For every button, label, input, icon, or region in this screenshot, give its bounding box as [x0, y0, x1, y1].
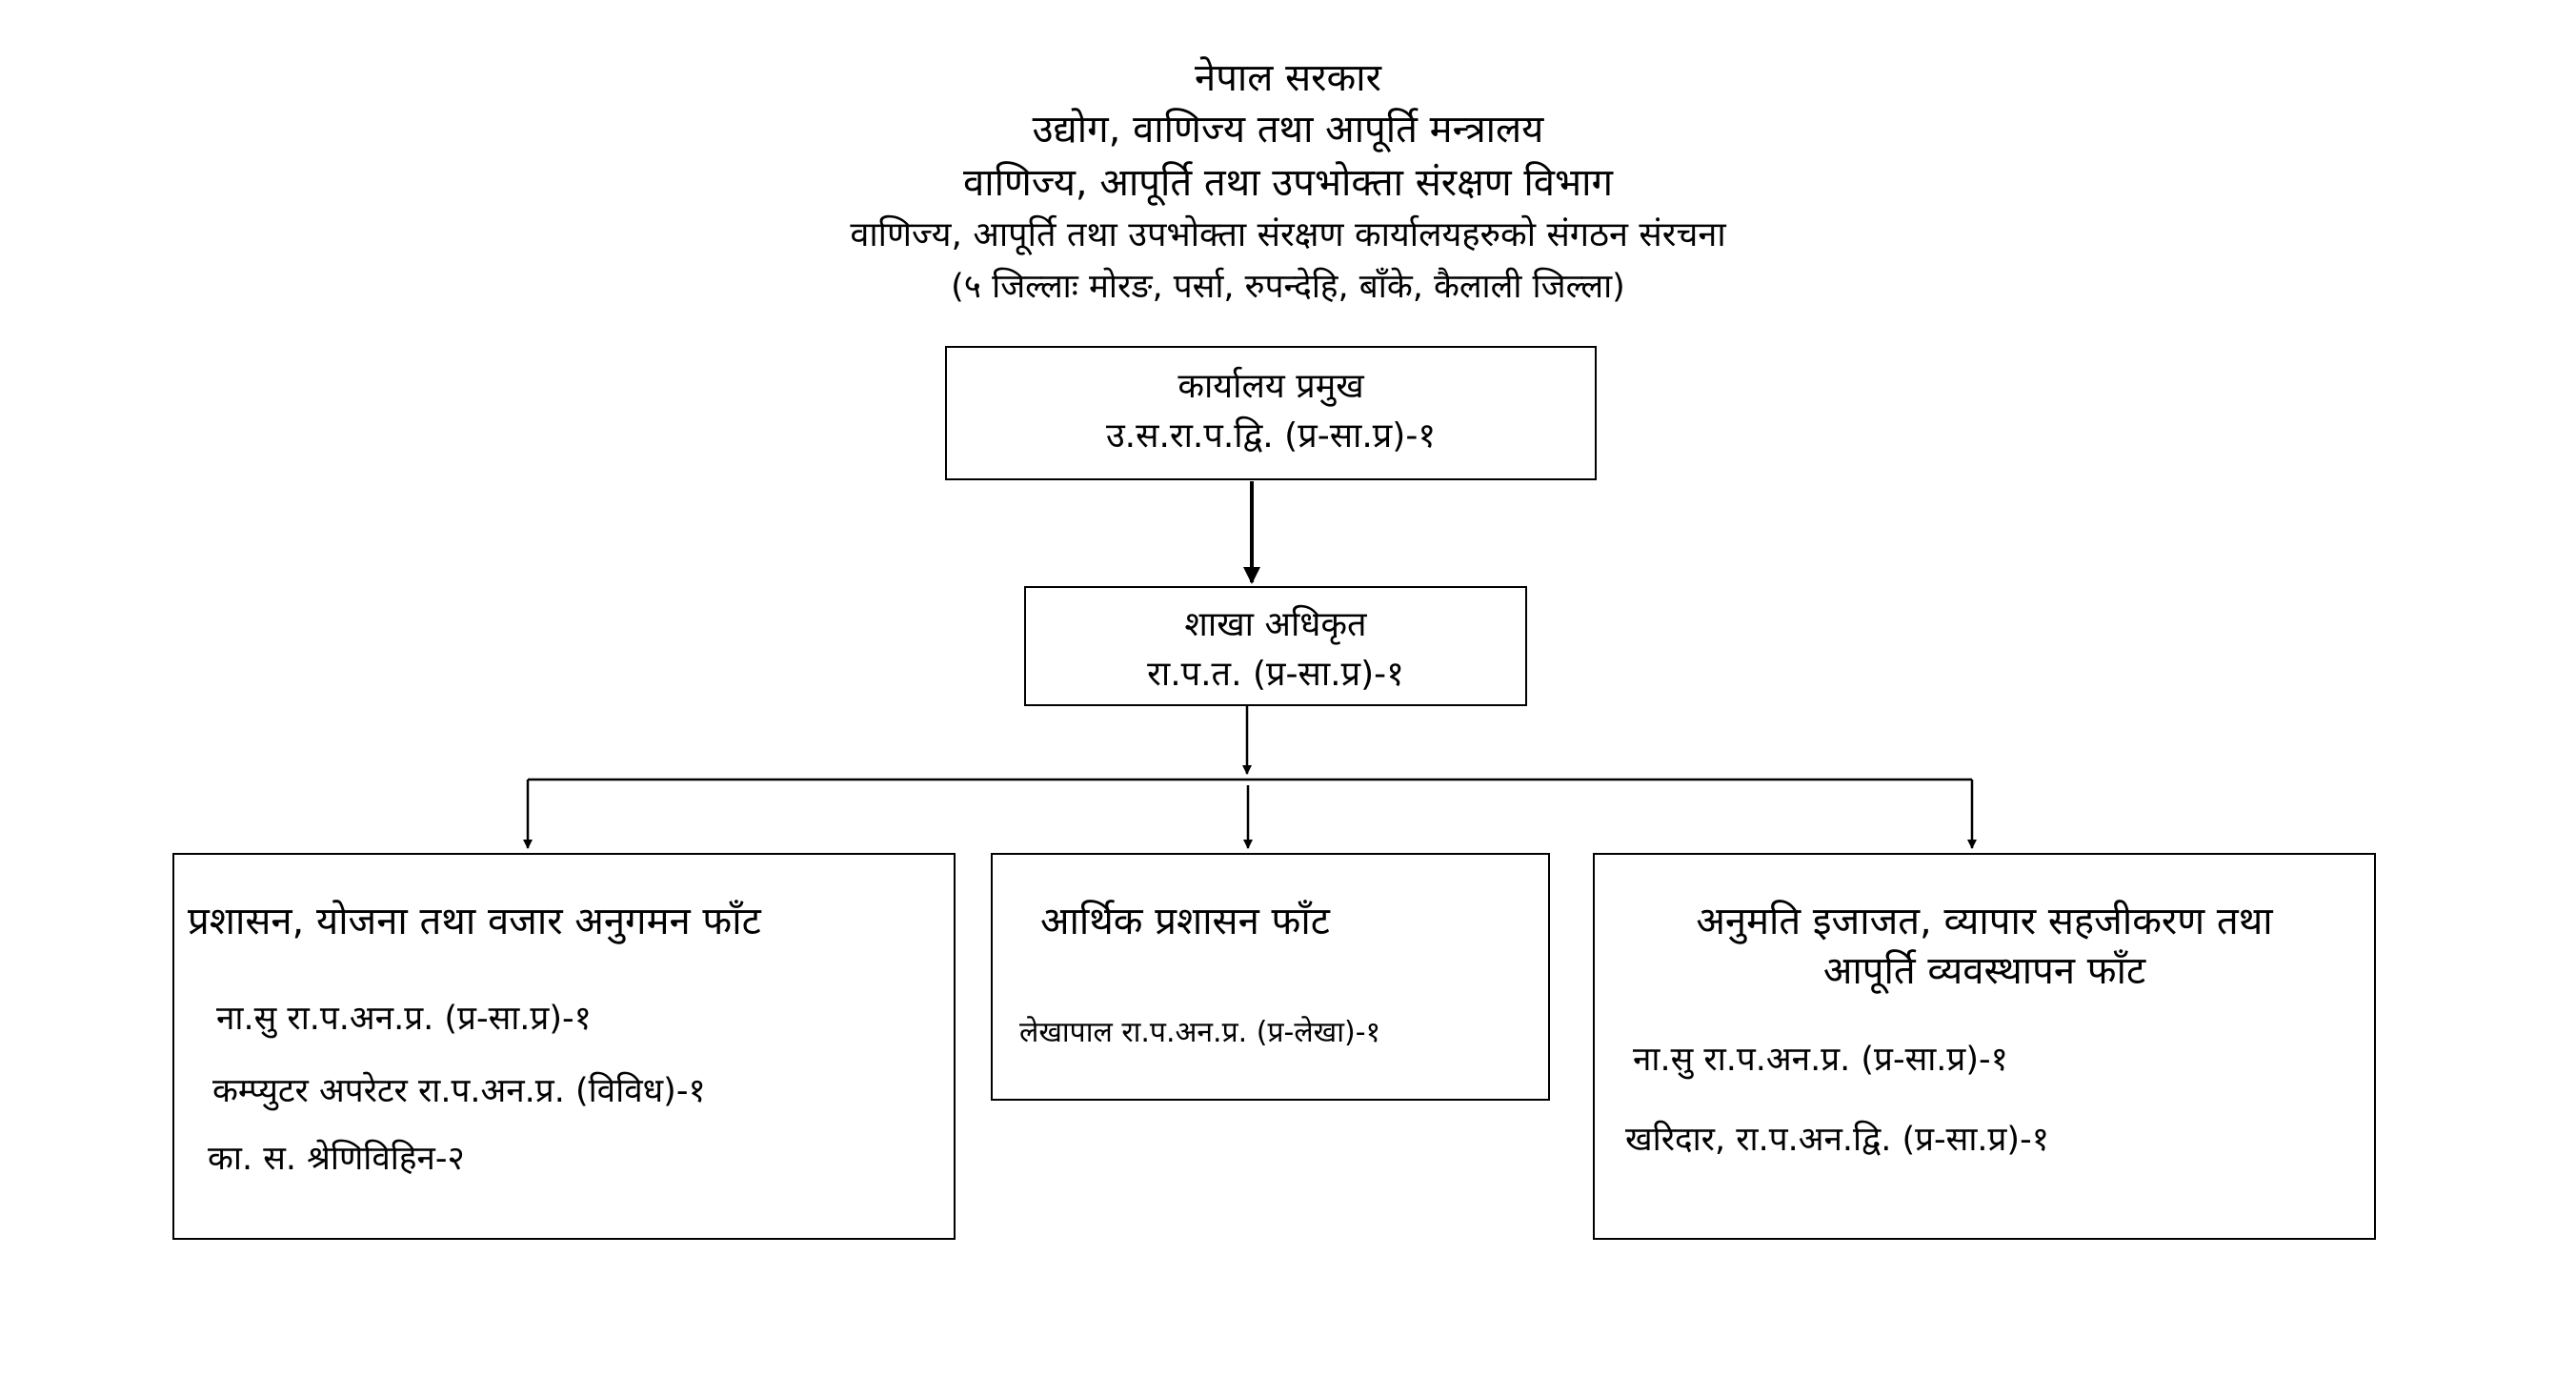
header-ministry-government: नेपाल सरकार: [1195, 56, 1381, 100]
header-ministry: उद्योग, वाणिज्य तथा आपूर्ति मन्त्रालय: [1032, 108, 1544, 152]
header-department: वाणिज्य, आपूर्ति तथा उपभोक्ता संरक्षण विभाग: [962, 161, 1614, 205]
section-officer-post: रा.प.त. (प्र-सा.प्र)-१: [1147, 655, 1404, 694]
admin-unit-staff-1: ना.सु रा.प.अन.प्र. (प्र-सा.प्र)-१: [216, 1000, 592, 1038]
admin-unit-staff-3: का. स. श्रेणिविहिन-२: [208, 1140, 465, 1178]
header-districts: (५ जिल्लाः मोरङ, पर्सा, रुपन्देहि, बाँके, कैलाली जिल्ला): [951, 268, 1625, 306]
office-chief-box: [945, 346, 1597, 480]
license-unit-staff-1: ना.सु रा.प.अन.प्र. (प्र-सा.प्र)-१: [1633, 1041, 2008, 1079]
finance-unit-box: [991, 853, 1550, 1101]
header-chart-title: वाणिज्य, आपूर्ति तथा उपभोक्ता संरक्षण कार्यालयहरुको संगठन संरचना: [850, 215, 1726, 254]
admin-unit-box: [172, 853, 956, 1240]
license-unit-title-line-2: आपूर्ति व्यवस्थापन फाँट: [1822, 949, 2146, 993]
admin-unit-staff-2: कम्प्युटर अपरेटर रा.प.अन.प्र. (विविध)-१: [212, 1072, 706, 1110]
office-chief-post: उ.स.रा.प.द्वि. (प्र-सा.प्र)-१: [1105, 416, 1437, 456]
section-officer-box: [1024, 586, 1527, 706]
section-officer-title: शाखा अधिकृत: [1184, 605, 1367, 644]
finance-unit-staff-1: लेखापाल रा.प.अन.प्र. (प्र-लेखा)-१: [1019, 1016, 1381, 1049]
admin-unit-title: प्रशासन, योजना तथा वजार अनुगमन फाँट: [188, 900, 761, 943]
finance-unit-title: आर्थिक प्रशासन फाँट: [1040, 900, 1330, 943]
office-chief-title: कार्यालय प्रमुख: [1177, 367, 1364, 406]
license-unit-box: [1593, 853, 2376, 1240]
license-unit-staff-2: खरिदार, रा.प.अन.द्वि. (प्र-सा.प्र)-१: [1625, 1121, 2049, 1159]
license-unit-title-line-1: अनुमति इजाजत, व्यापार सहजीकरण तथा: [1696, 900, 2273, 943]
